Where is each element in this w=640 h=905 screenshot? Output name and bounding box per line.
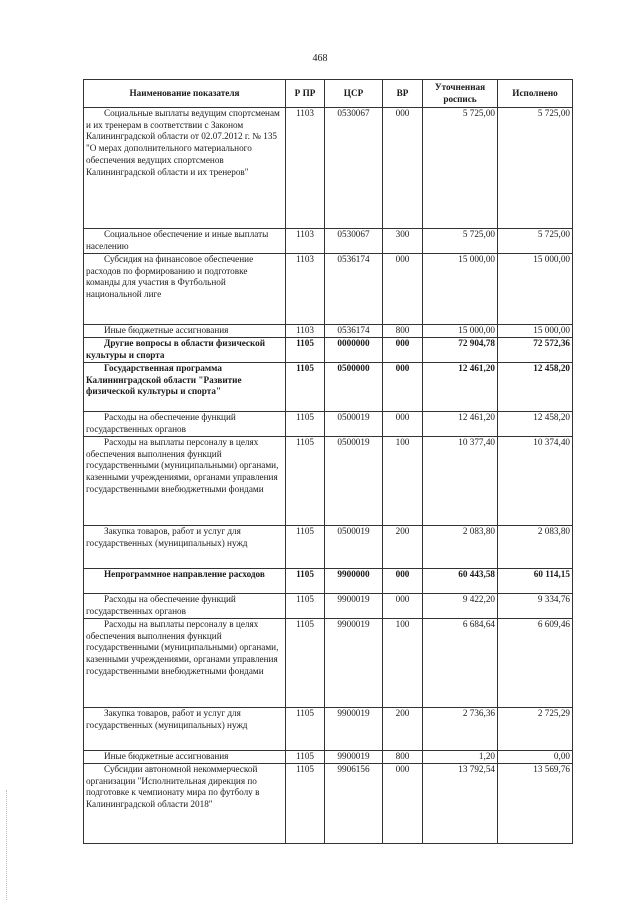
row-name: Субсидии автономной некоммерческой организации "Исполнительная дирекция по подготовке к чемпионату мира по футболу в Калининградской области 2018" bbox=[84, 764, 286, 844]
row-csr: 0530067 bbox=[325, 229, 383, 254]
row-name: Иные бюджетные ассигнования bbox=[84, 325, 286, 338]
row-name: Закупка товаров, работ и услуг для государственных (муниципальных) нужд bbox=[84, 526, 286, 569]
table-row bbox=[84, 437, 573, 526]
row-plan: 13 792,54 bbox=[423, 764, 498, 844]
row-vr: 100 bbox=[383, 437, 423, 526]
row-vr: 300 bbox=[383, 229, 423, 254]
row-name: Закупка товаров, работ и услуг для государственных (муниципальных) нужд bbox=[84, 708, 286, 751]
row-plan: 2 083,80 bbox=[423, 526, 498, 569]
row-name: Субсидия на финансовое обеспечение расходов по формированию и подготовке команды для участия в Футбольной национальной лиге bbox=[84, 254, 286, 325]
row-rpr: 1105 bbox=[286, 619, 325, 708]
budget-table bbox=[83, 79, 573, 844]
row-done: 5 725,00 bbox=[498, 229, 573, 254]
row-csr: 0000000 bbox=[325, 338, 383, 363]
row-vr: 000 bbox=[383, 363, 423, 412]
row-plan: 12 461,20 bbox=[423, 412, 498, 437]
row-vr: 000 bbox=[383, 254, 423, 325]
row-rpr: 1105 bbox=[286, 338, 325, 363]
row-csr: 9900019 bbox=[325, 619, 383, 708]
table-row bbox=[84, 412, 573, 437]
row-name: Другие вопросы в области физической культуры и спорта bbox=[84, 338, 286, 363]
row-name: Расходы на выплаты персоналу в целях обеспечения выполнения функций государственными (муниципальными) органами, казенными учреждениями, органами управления государственными внебюджетными фондами bbox=[84, 437, 286, 526]
row-rpr: 1105 bbox=[286, 363, 325, 412]
row-vr: 800 bbox=[383, 325, 423, 338]
row-vr: 000 bbox=[383, 108, 423, 229]
row-csr: 0500019 bbox=[325, 412, 383, 437]
row-csr: 9900019 bbox=[325, 751, 383, 764]
row-plan: 2 736,36 bbox=[423, 708, 498, 751]
table-row bbox=[84, 338, 573, 363]
row-done: 15 000,00 bbox=[498, 254, 573, 325]
table-row bbox=[84, 619, 573, 708]
table-row bbox=[84, 363, 573, 412]
row-rpr: 1103 bbox=[286, 254, 325, 325]
row-plan: 5 725,00 bbox=[423, 229, 498, 254]
table-row bbox=[84, 526, 573, 569]
row-plan: 9 422,20 bbox=[423, 594, 498, 619]
row-csr: 9900019 bbox=[325, 594, 383, 619]
row-csr: 0536174 bbox=[325, 254, 383, 325]
table-body bbox=[84, 108, 573, 844]
row-csr: 0500019 bbox=[325, 437, 383, 526]
row-rpr: 1105 bbox=[286, 412, 325, 437]
header-vr: ВР bbox=[383, 80, 423, 108]
row-rpr: 1105 bbox=[286, 569, 325, 594]
row-rpr: 1105 bbox=[286, 594, 325, 619]
row-vr: 100 bbox=[383, 619, 423, 708]
row-vr: 000 bbox=[383, 338, 423, 363]
row-rpr: 1105 bbox=[286, 526, 325, 569]
table-row bbox=[84, 254, 573, 325]
row-vr: 000 bbox=[383, 764, 423, 844]
row-done: 12 458,20 bbox=[498, 363, 573, 412]
row-rpr: 1103 bbox=[286, 325, 325, 338]
row-done: 5 725,00 bbox=[498, 108, 573, 229]
row-name: Государственная программа Калининградской области "Развитие физической культуры и спорта" bbox=[84, 363, 286, 412]
table-row bbox=[84, 325, 573, 338]
row-rpr: 1103 bbox=[286, 108, 325, 229]
row-done: 15 000,00 bbox=[498, 325, 573, 338]
table-row bbox=[84, 764, 573, 844]
row-done: 6 609,46 bbox=[498, 619, 573, 708]
table-row bbox=[84, 594, 573, 619]
row-done: 0,00 bbox=[498, 751, 573, 764]
row-plan: 6 684,64 bbox=[423, 619, 498, 708]
row-csr: 0536174 bbox=[325, 325, 383, 338]
row-rpr: 1105 bbox=[286, 437, 325, 526]
header-row bbox=[84, 80, 573, 108]
row-plan: 60 443,58 bbox=[423, 569, 498, 594]
row-csr: 0530067 bbox=[325, 108, 383, 229]
row-rpr: 1105 bbox=[286, 708, 325, 751]
row-done: 60 114,15 bbox=[498, 569, 573, 594]
row-name: Социальное обеспечение и иные выплаты населению bbox=[84, 229, 286, 254]
header-plan: Уточненная роспись bbox=[423, 80, 498, 108]
row-plan: 15 000,00 bbox=[423, 325, 498, 338]
row-name: Расходы на обеспечение функций государственных органов bbox=[84, 594, 286, 619]
row-csr: 0500000 bbox=[325, 363, 383, 412]
table-row bbox=[84, 569, 573, 594]
row-csr: 9900000 bbox=[325, 569, 383, 594]
table-row bbox=[84, 229, 573, 254]
row-vr: 000 bbox=[383, 569, 423, 594]
header-name: Наименование показателя bbox=[84, 80, 286, 108]
row-name: Социальные выплаты ведущим спортсменам и их тренерам в соответствии с Законом Калининградской области от 02.07.2012 г. № 135 "О мерах дополнительного материального обеспечения ведущих спортсменов Калининградской области и их тренеров" bbox=[84, 108, 286, 229]
row-rpr: 1105 bbox=[286, 751, 325, 764]
header-done: Исполнено bbox=[498, 80, 573, 108]
row-plan: 72 904,78 bbox=[423, 338, 498, 363]
header-csr: ЦСР bbox=[325, 80, 383, 108]
row-done: 2 725,29 bbox=[498, 708, 573, 751]
row-done: 12 458,20 bbox=[498, 412, 573, 437]
page-number: 468 bbox=[312, 53, 328, 64]
row-rpr: 1105 bbox=[286, 764, 325, 844]
scan-margin-mark bbox=[6, 790, 8, 900]
row-vr: 200 bbox=[383, 526, 423, 569]
row-vr: 000 bbox=[383, 594, 423, 619]
table-row bbox=[84, 708, 573, 751]
row-vr: 200 bbox=[383, 708, 423, 751]
row-name: Непрограммное направление расходов bbox=[84, 569, 286, 594]
table-row bbox=[84, 108, 573, 229]
row-plan: 12 461,20 bbox=[423, 363, 498, 412]
row-done: 9 334,76 bbox=[498, 594, 573, 619]
row-csr: 9900019 bbox=[325, 708, 383, 751]
row-csr: 0500019 bbox=[325, 526, 383, 569]
row-done: 72 572,36 bbox=[498, 338, 573, 363]
row-plan: 10 377,40 bbox=[423, 437, 498, 526]
row-rpr: 1103 bbox=[286, 229, 325, 254]
row-name: Расходы на выплаты персоналу в целях обеспечения выполнения функций государственными (муниципальными) органами, казенными учреждениями, органами управления государственными внебюджетными фондами bbox=[84, 619, 286, 708]
row-plan: 5 725,00 bbox=[423, 108, 498, 229]
header-rpr: Р ПР bbox=[286, 80, 325, 108]
row-name: Расходы на обеспечение функций государственных органов bbox=[84, 412, 286, 437]
row-csr: 9906156 bbox=[325, 764, 383, 844]
row-done: 13 569,76 bbox=[498, 764, 573, 844]
row-plan: 15 000,00 bbox=[423, 254, 498, 325]
row-done: 2 083,80 bbox=[498, 526, 573, 569]
row-done: 10 374,40 bbox=[498, 437, 573, 526]
table-row bbox=[84, 751, 573, 764]
row-name: Иные бюджетные ассигнования bbox=[84, 751, 286, 764]
row-plan: 1,20 bbox=[423, 751, 498, 764]
row-vr: 000 bbox=[383, 412, 423, 437]
row-vr: 800 bbox=[383, 751, 423, 764]
